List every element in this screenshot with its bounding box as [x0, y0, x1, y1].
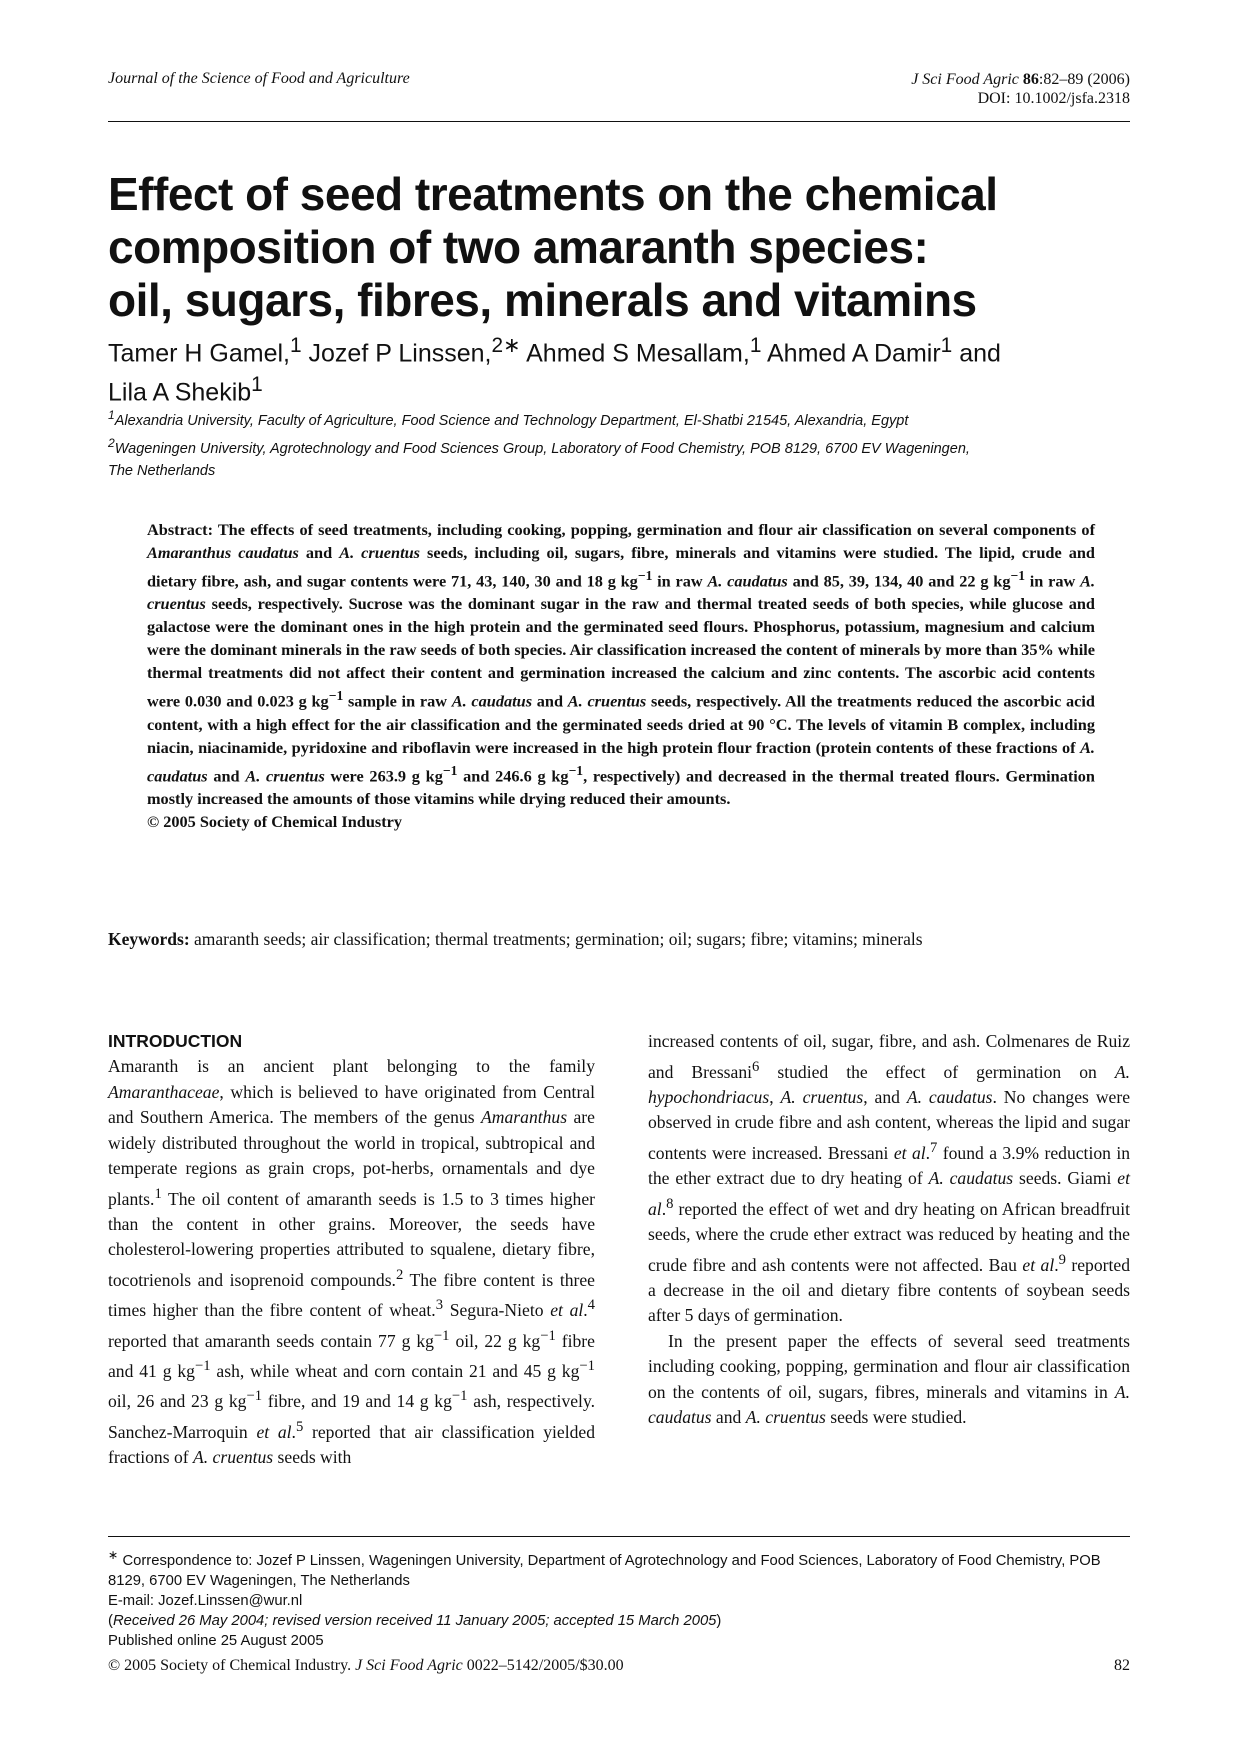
author-name: Lila A Shekib	[108, 378, 252, 407]
author-join: and	[952, 339, 1001, 368]
citation-ref: 7	[930, 1139, 938, 1156]
citation-block	[911, 70, 1130, 108]
body-column-right	[648, 1029, 1130, 1431]
section-heading: INTRODUCTION	[108, 1031, 243, 1051]
citation-ref: 8	[666, 1195, 674, 1212]
abstract-copyright: © 2005 Society of Chemical Industry	[147, 812, 403, 832]
affiliations	[108, 404, 1130, 482]
citation-ref: 3	[435, 1297, 444, 1314]
exponent: −1	[246, 1388, 263, 1405]
journal-name: Journal of the Science of Food and Agriculture	[108, 70, 410, 87]
exponent: −1	[194, 1357, 211, 1374]
keywords	[108, 927, 1130, 951]
footer-copyright: © 2005 Society of Chemical Industry. J Sci Food Agric 0022–5142/2005/$30.00	[108, 1657, 624, 1674]
email-line: E-mail: Jozef.Linssen@wur.nl	[108, 1592, 303, 1609]
affil-text: Wageningen University, Agrotechnology and Food Sciences Group, Laboratory of Food Chemistry, POB 8129, 6700 EV Wageningen,	[114, 440, 970, 457]
corresponding-mark: ∗	[108, 1548, 119, 1562]
footnote-rule	[108, 1536, 1130, 1537]
running-header	[108, 68, 1130, 124]
exponent: −1	[568, 762, 584, 778]
exponent: −1	[1010, 568, 1025, 583]
author-affil-sup: 1	[289, 334, 302, 357]
published-line: Published online 25 August 2005	[108, 1632, 324, 1649]
species-name: A. cruentus	[339, 543, 420, 562]
citation-volume: 86	[1022, 71, 1039, 88]
exponent: −1	[433, 1327, 450, 1344]
author-name: Jozef P Linssen,	[301, 339, 492, 368]
affiliation-2	[108, 432, 1130, 482]
exponent: −1	[637, 568, 653, 583]
body-paragraph: In the present paper the effects of several seed treatments including cooking, popping, germination and flour air classification on the contents of oil, sugars, fibres, minerals and vitamins in A. caudatus and A. cruentus seeds were studied.	[648, 1330, 1130, 1428]
species-name: A. caudatus	[451, 691, 533, 711]
citation-ref: 4	[587, 1297, 595, 1314]
title-line: oil, sugars, fibres, minerals and vitamins	[108, 274, 977, 326]
exponent: −1	[451, 1388, 468, 1405]
abstract-label: Abstract:	[147, 520, 214, 539]
page-number: 82	[1114, 1657, 1130, 1674]
species-name: A. cruentus	[567, 691, 647, 711]
footer-journal: J Sci Food Agric	[355, 1657, 463, 1674]
exponent: −1	[540, 1327, 556, 1344]
keywords-text: amaranth seeds; air classification; thermal treatments; germination; oil; sugars; fibre; vitamins; minerals	[189, 929, 923, 949]
author-name: Tamer H Gamel,	[108, 339, 290, 368]
citation-ref: 1	[154, 1185, 162, 1202]
citation-line	[911, 70, 1130, 89]
author-name: Ahmed A Damir	[761, 339, 941, 368]
affil-number: 2	[108, 435, 115, 450]
species-name: Amaranthus caudatus	[147, 543, 299, 562]
title-line: Effect of seed treatments on the chemical	[108, 168, 998, 220]
affiliation-1	[108, 404, 1130, 432]
author-name: Ahmed S Mesallam,	[520, 339, 750, 368]
species-name: A. caudatus	[147, 737, 1095, 786]
affil-text: Alexandria University, Faculty of Agriculture, Food Science and Technology Department, El-Shatbi 21545, Alexandria, Egypt	[114, 412, 909, 429]
exponent: −1	[442, 762, 458, 778]
affil-text: The Netherlands	[108, 462, 216, 479]
exponent: −1	[328, 688, 344, 704]
body-paragraph: Amaranth is an ancient plant belonging to the family Amaranthaceae, which is believed to have originated from Central and Southern America. The members of the genus Amaranthus are widely distributed throughout the world in tropical, subtropical and temperate regions as grain crops, pot-herbs, ornamentals and dye plants.$^1$ The oil content of amaranth seeds is 1.5 to 3 times higher than the content in other grains. Moreover, the seeds have cholesterol-lowering properties attributed to squalene, dietary fibre, tocotrienols and isoprenoid compounds.$^2$ The fibre content is three times higher than the fibre content of wheat.$^3$ Segura-Nieto et al.$^4$ reported that amaranth seeds contain 77 g $kg^{-1}$ oil, 22 g $kg^{-1}$ fibre and 41 g $kg^{-1}$ ash, while wheat and corn contain 21 and 45 g $kg^{-1}$ oil, 26 and 23 g $kg^{-1}$ fibre, and 19 and 14 g $kg^{-1}$ ash, respectively. Sanchez-Marroquin et al.$^5$ reported that air classification yielded fractions of A. cruentus seeds with	[108, 1056, 596, 1468]
title-line: composition of two amaranth species:	[108, 221, 929, 273]
exponent: −1	[579, 1357, 595, 1374]
header-rule	[108, 121, 1130, 122]
author-affil-sup: 2∗	[491, 334, 521, 357]
doi: DOI: 10.1002/jsfa.2318	[977, 90, 1130, 107]
footnotes	[108, 1545, 1130, 1651]
body-column-left	[108, 1029, 595, 1471]
citation-ref: 9	[1058, 1251, 1066, 1268]
species-name: A. cruentus	[245, 766, 325, 786]
author-affil-sup: 1	[940, 334, 953, 357]
author-affil-sup: 1	[251, 373, 263, 397]
correspondence-note: ∗ Correspondence to: Jozef P Linssen, Wageningen University, Department of Agrotechnology and Food Sciences, Laboratory of Food Chemistry, POB 8129, 6700 EV Wageningen, The Netherlands	[108, 1548, 1101, 1589]
species-name: A. caudatus	[707, 571, 788, 591]
abstract-text: Abstract: The effects of seed treatments, including cooking, popping, germination and flour air classification on several components of Amaranthus caudatus and A. cruentus seeds, including oil, sugars, fibre, minerals and vitamins were studied. The lipid, crude and dietary fibre, ash, and sugar contents were 71, 43, 140, 30 and 18 g $kg^{-1}$ in raw A. caudatus and 85, 39, 134, 40 and 22 g $kg^{-1}$ in raw A. cruentus seeds, respectively. Sucrose was the dominant sugar in the raw and thermal treated seeds of both species, while glucose and galactose were the dominant ones in the high protein and the germinated seed flours. Phosphorus, potassium, magnesium and calcium were the dominant minerals in the raw seeds of both species. Air classification increased the content of minerals by more than 35% while thermal treatments did not affect their content and germination increased the calcium and zinc contents. The ascorbic acid contents were 0.030 and 0.023 g $kg^{-1}$ sample in raw A. caudatus and A. cruentus seeds, respectively. All the treatments reduced the ascorbic acid content, with a high effect for the air classification and the germinated seeds dried at 90 °C. The levels of vitamin B complex, including niacin, niacinamide, pyridoxine and riboflavin were increased in the high protein flour fraction (protein contents of these fractions of A. caudatus and A. cruentus were 263.9 g $kg^{-1}$ and 246.6 g $kg^{-1}$, respectively) and decreased in the thermal treated flours. Germination mostly increased the amounts of those vitamins while drying reduced their amounts.	[147, 520, 1096, 809]
body-paragraph: increased contents of oil, sugar, fibre, and ash. Colmenares de Ruiz and Bressani$^6$ studied the effect of germination on A. hypochondriacus, A. cruentus, and A. caudatus. No changes were observed in crude fibre and ash content, whereas the lipid and sugar contents were increased. Bressani et al.$^7$ found a 3.9% reduction in the ether extract due to dry heating of A. caudatus seeds. Giami et al.$^8$ reported the effect of wet and dry heating on African breadfruit seeds, where the crude ether extract was reduced by heating and the crude fibre and ash contents were not affected. Bau et al.$^9$ reported a decrease in the oil and dietary fibre contents of soybean seeds after 5 days of germination.	[648, 1031, 1131, 1326]
species-name: A. cruentus	[147, 571, 1096, 614]
citation-pages: :82–89 (2006)	[1038, 71, 1130, 88]
citation-ref: 6	[752, 1058, 760, 1075]
citation-journal: J Sci Food Agric	[911, 71, 1019, 88]
affil-number: 1	[108, 408, 115, 422]
citation-ref: 2	[395, 1266, 404, 1283]
history-line: (Received 26 May 2004; revised version received 11 January 2005; accepted 15 March 2005)	[108, 1612, 722, 1629]
abstract	[147, 518, 1095, 833]
author-list	[108, 330, 1130, 409]
article-title	[108, 168, 1130, 327]
citation-ref: 5	[295, 1418, 304, 1435]
author-affil-sup: 1	[749, 334, 762, 357]
keywords-label: Keywords:	[108, 929, 190, 949]
